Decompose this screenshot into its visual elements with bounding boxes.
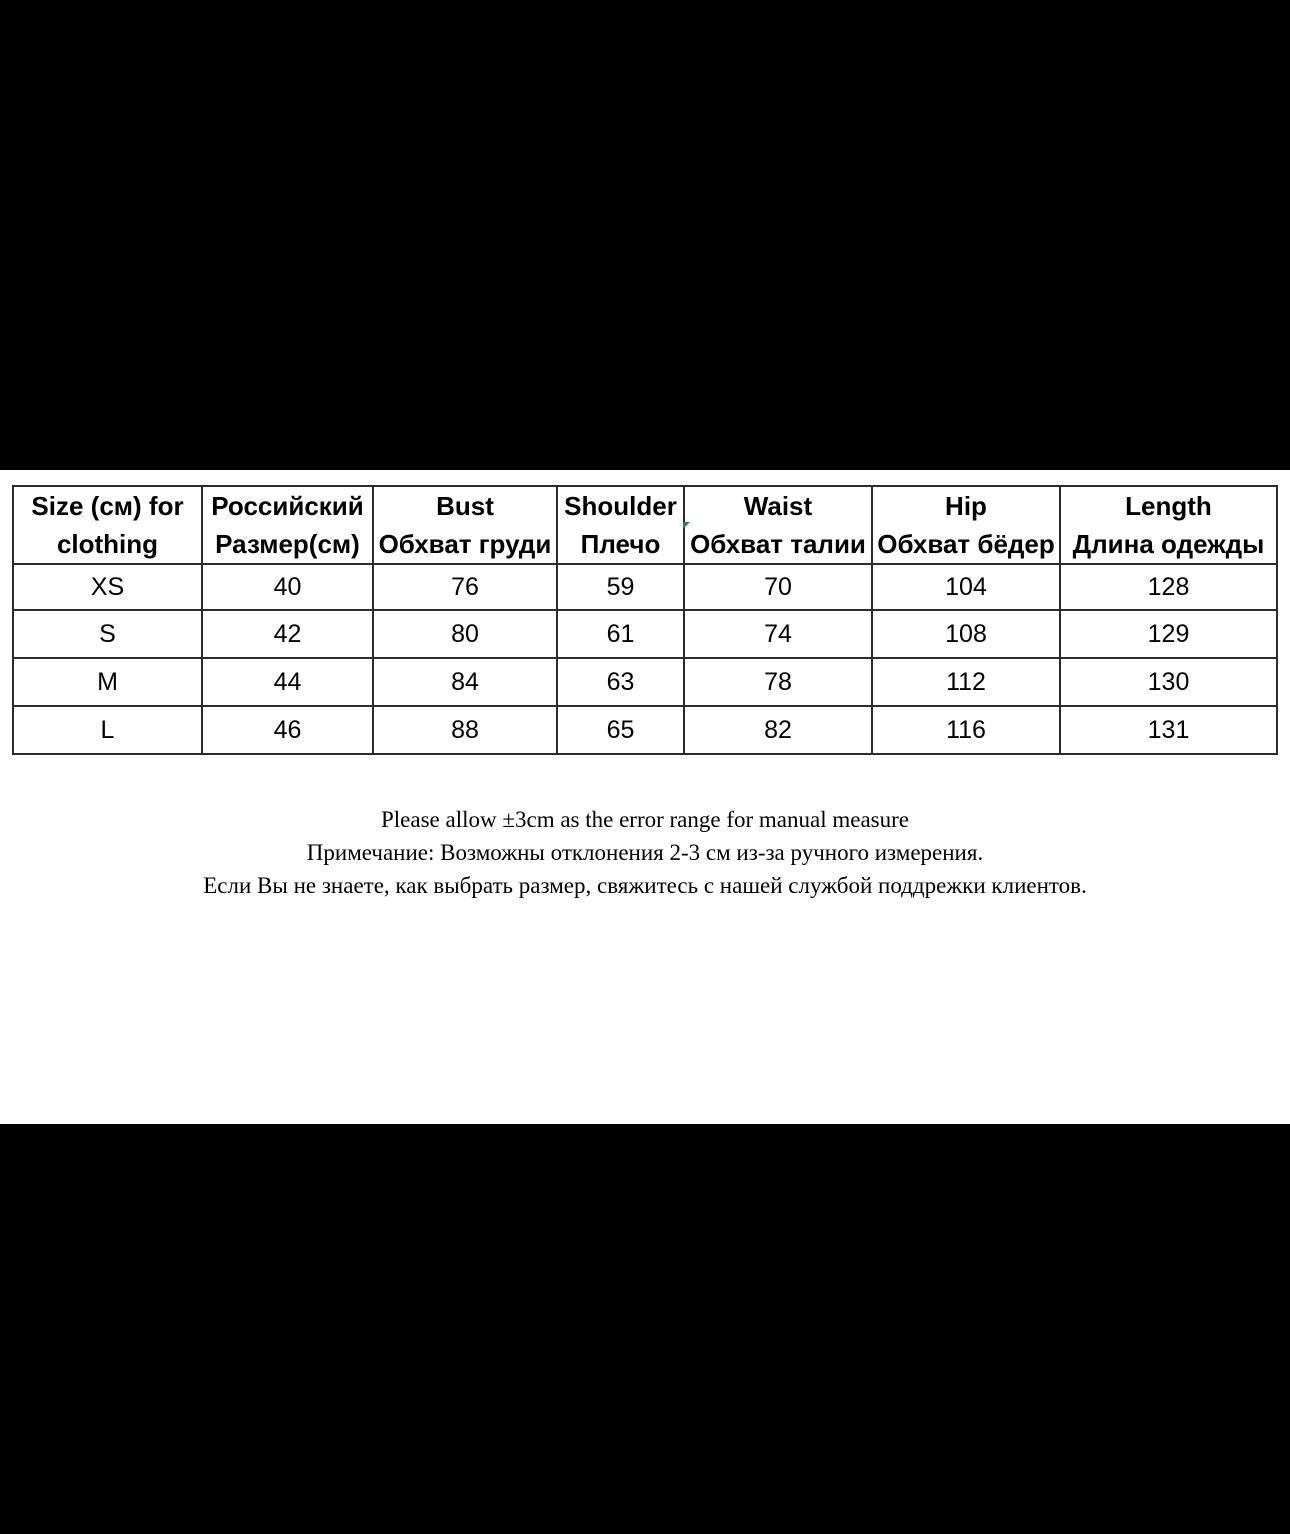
table-cell: 88	[373, 706, 557, 754]
table-cell: 130	[1060, 658, 1277, 706]
measurement-notes	[0, 803, 1290, 902]
table-row	[13, 706, 1277, 754]
header-shoulder-en: Shoulder	[564, 491, 677, 521]
table-cell: 46	[202, 706, 373, 754]
table-cell: S	[13, 610, 202, 658]
header-russian-size-1: Российский	[211, 491, 364, 521]
table-cell: 74	[684, 610, 872, 658]
header-hip	[872, 486, 1060, 564]
header-shoulder	[557, 486, 684, 564]
table-cell: 116	[872, 706, 1060, 754]
note-contact-support-ru: Если Вы не знаете, как выбрать размер, свяжитесь с нашей службой поддрежки клиентов.	[203, 873, 1087, 898]
table-cell: 59	[557, 564, 684, 610]
table-row	[13, 564, 1277, 610]
cell-comment-marker-icon	[683, 522, 690, 529]
size-chart-table	[12, 485, 1278, 755]
table-cell: 63	[557, 658, 684, 706]
header-size-en-2: clothing	[56, 529, 159, 559]
header-length-en: Length	[1125, 491, 1212, 521]
table-cell: M	[13, 658, 202, 706]
table-cell: 78	[684, 658, 872, 706]
table-cell: 104	[872, 564, 1060, 610]
table-row	[13, 658, 1277, 706]
table-cell: 80	[373, 610, 557, 658]
table-cell: 76	[373, 564, 557, 610]
top-black-band	[0, 0, 1290, 470]
table-cell: L	[13, 706, 202, 754]
header-length-ru: Длина одежды	[1072, 529, 1265, 559]
table-cell: 108	[872, 610, 1060, 658]
header-hip-ru: Обхват бёдер	[877, 529, 1055, 559]
table-cell: 131	[1060, 706, 1277, 754]
bottom-black-band	[0, 1124, 1290, 1534]
table-cell: 129	[1060, 610, 1277, 658]
header-bust	[373, 486, 557, 564]
header-shoulder-ru: Плечо	[580, 529, 661, 559]
table-cell: 65	[557, 706, 684, 754]
table-cell: 61	[557, 610, 684, 658]
table-cell: 44	[202, 658, 373, 706]
table-header-row	[13, 486, 1277, 564]
header-bust-en: Bust	[436, 491, 494, 521]
header-waist	[684, 486, 872, 564]
header-waist-en: Waist	[743, 491, 813, 521]
header-waist-ru: Обхват талии	[690, 529, 866, 559]
table-cell: 128	[1060, 564, 1277, 610]
note-error-range: Please allow ±3cm as the error range for manual measure	[381, 807, 909, 832]
table-cell: 40	[202, 564, 373, 610]
table-row	[13, 610, 1277, 658]
header-size	[13, 486, 202, 564]
size-chart-panel	[0, 470, 1290, 1124]
table-cell: 82	[684, 706, 872, 754]
header-hip-en: Hip	[945, 491, 987, 521]
header-size-en: Size (см) for	[31, 491, 184, 521]
note-deviation-ru: Примечание: Возможны отклонения 2-3 см из-за ручного измерения.	[306, 840, 984, 865]
table-cell: 84	[373, 658, 557, 706]
table-cell: 70	[684, 564, 872, 610]
table-cell: XS	[13, 564, 202, 610]
table-cell: 42	[202, 610, 373, 658]
header-russian-size	[202, 486, 373, 564]
header-length	[1060, 486, 1277, 564]
table-cell: 112	[872, 658, 1060, 706]
header-bust-ru: Обхват груди	[378, 529, 552, 559]
header-russian-size-2: Размер(см)	[215, 529, 360, 559]
